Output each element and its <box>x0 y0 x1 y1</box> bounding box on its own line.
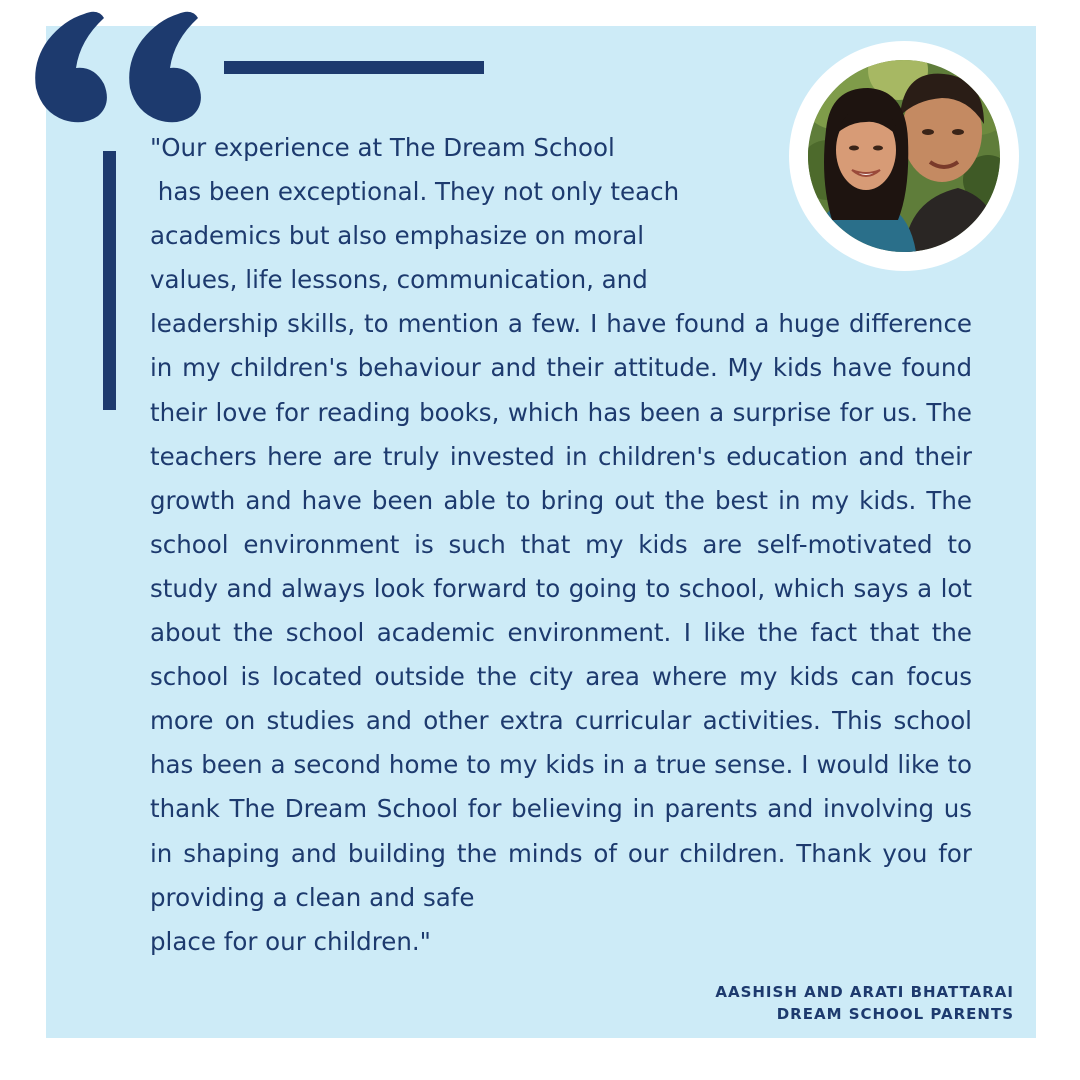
side-accent-bar <box>103 151 116 410</box>
quote-body: leadership skills, to mention a few. I have found a huge difference in my children's behaviour and their attitude. My kids have found their love for reading books, which has been a surprise for us. The teachers here are truly invested in children's education and their growth and have been able to bring out the best in my kids. The school environment is such that my kids are self-motivated to study and always look forward to going to school, which says a lot about the school academic environment. I like the fact that the school is located outside the city area where my kids can focus more on studies and other extra curricular activities. This school has been a second home to my kids in a true sense. I would like to thank The Dream School for believing in parents and involving us in shaping and building the minds of our children. Thank you for providing a clean and safe <box>150 309 972 912</box>
attribution <box>715 981 1014 1025</box>
quote-line: "Our experience at The Dream School <box>150 133 615 162</box>
quote-line: academics but also emphasize on moral <box>150 221 645 251</box>
quote-line: has been exceptional. They not only teach <box>150 177 680 207</box>
quote-line: values, life lessons, communication, and <box>150 265 648 295</box>
attribution-role: DREAM SCHOOL PARENTS <box>776 1005 1014 1023</box>
quote-closing-line: place for our children." <box>150 926 431 956</box>
attribution-name: AASHISH AND ARATI BHATTARAI <box>715 983 1014 1001</box>
top-divider <box>224 61 484 74</box>
quote-open-icon <box>18 6 208 124</box>
testimonial-quote <box>150 126 972 964</box>
